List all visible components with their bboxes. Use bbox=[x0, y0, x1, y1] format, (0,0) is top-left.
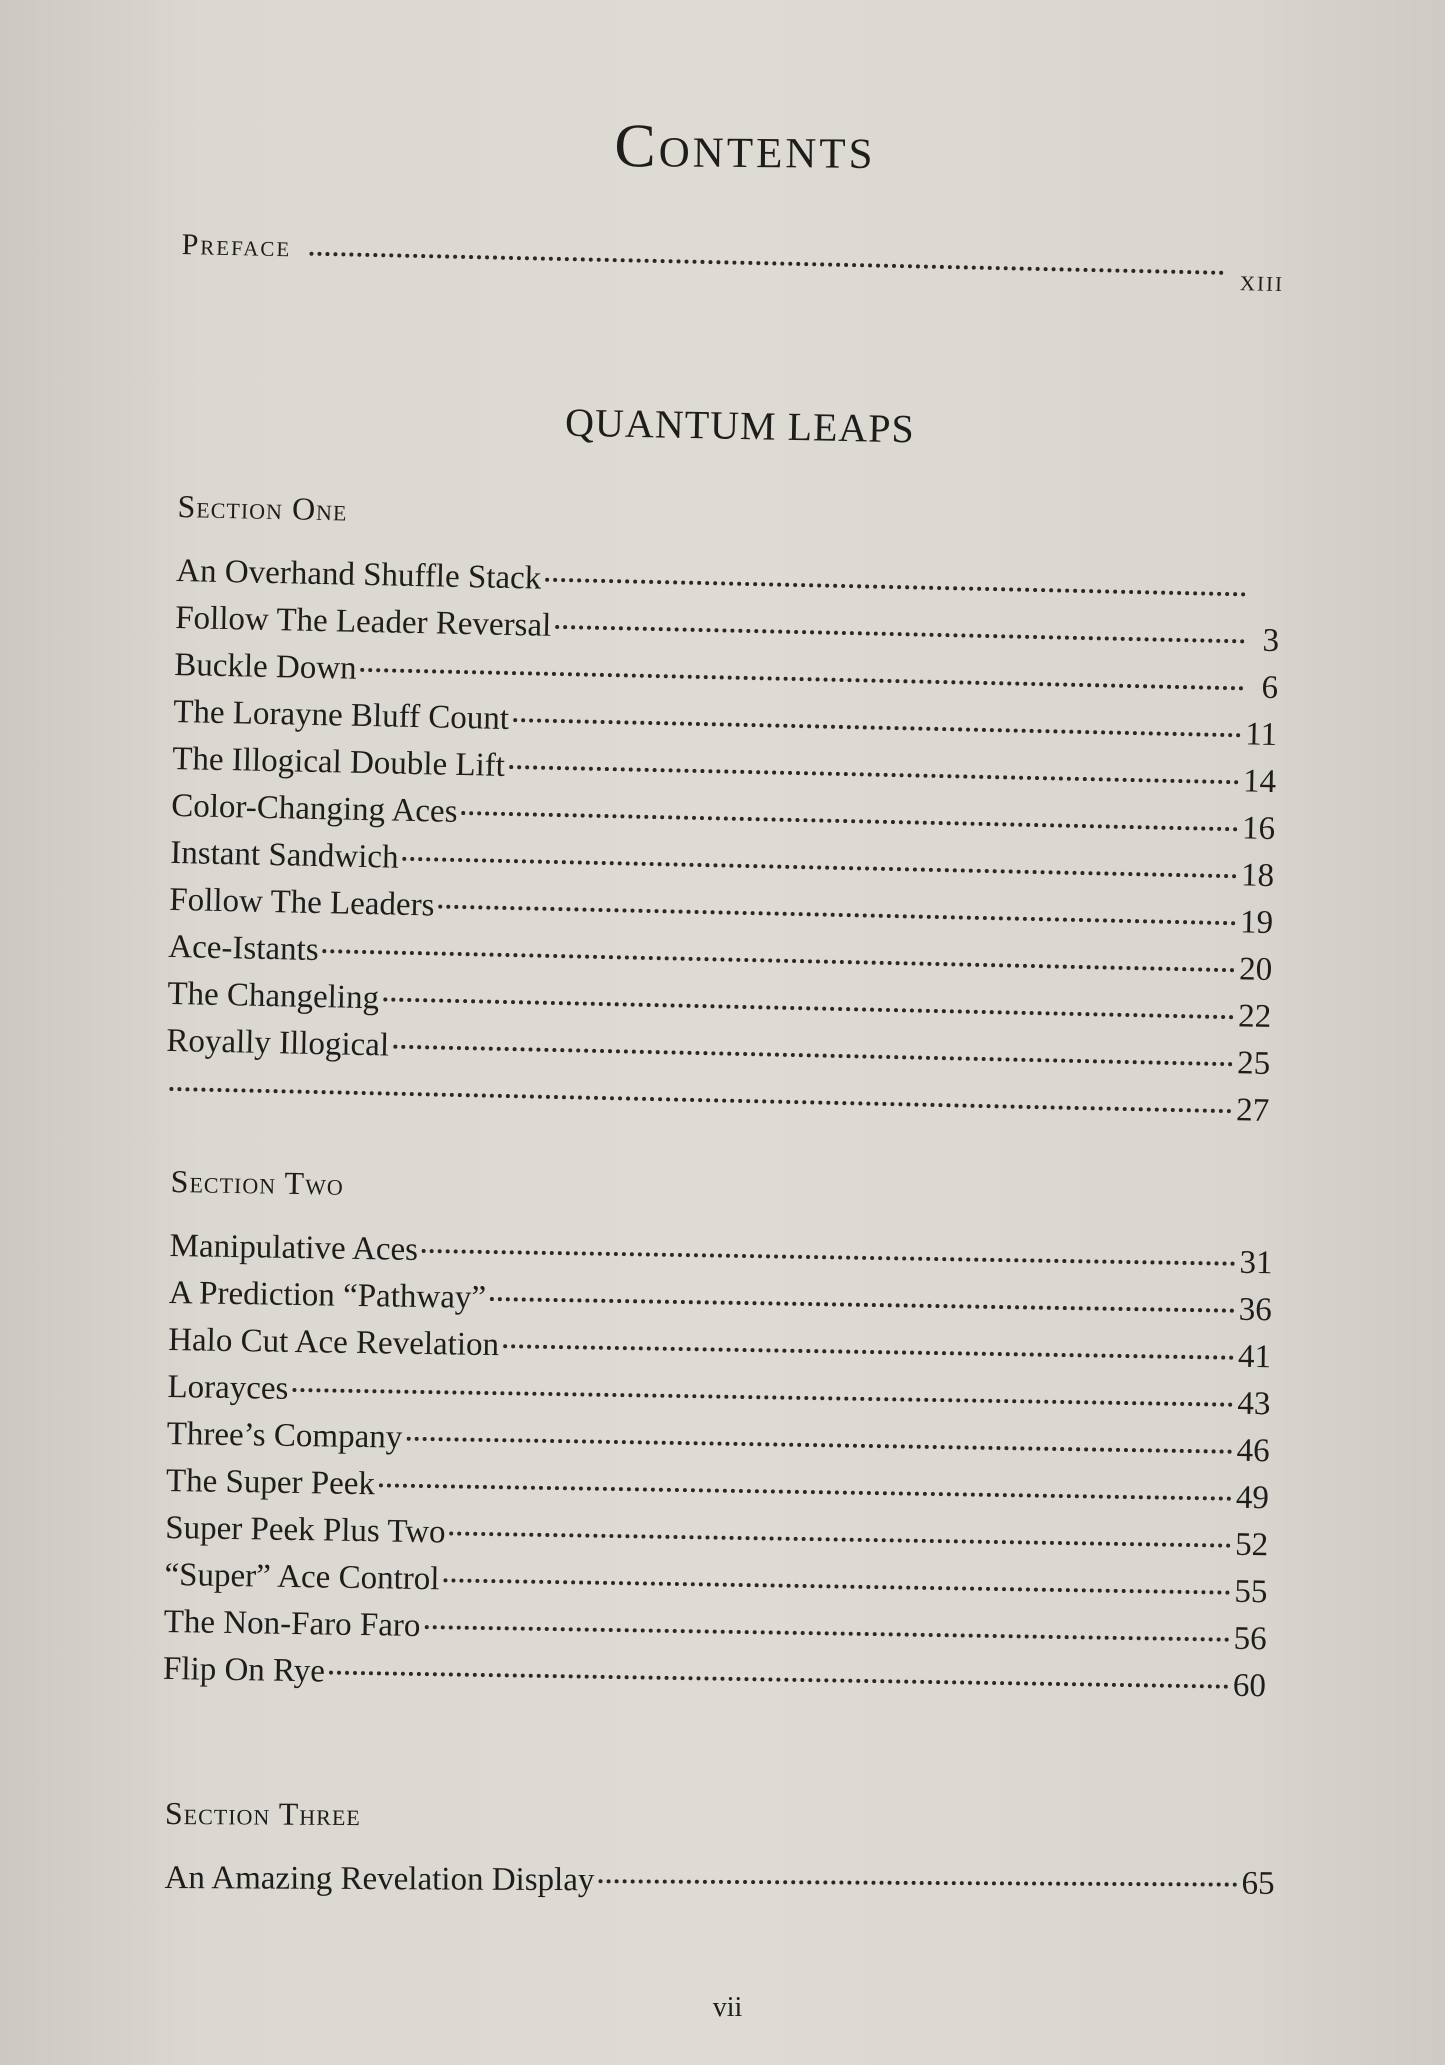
entry-title: Lorayces bbox=[167, 1368, 289, 1407]
entry-title: Buckle Down bbox=[173, 646, 358, 687]
dot-leader bbox=[379, 1483, 1232, 1500]
entry-page: 16 bbox=[1241, 810, 1276, 848]
entry-title: Royally Illogical bbox=[166, 1022, 390, 1064]
entry-title: An Overhand Shuffle Stack bbox=[175, 552, 542, 597]
entry-page: 14 bbox=[1242, 763, 1277, 801]
entry-title: Instant Sandwich bbox=[169, 834, 399, 876]
dot-leader bbox=[509, 765, 1239, 784]
entry-page: 41 bbox=[1237, 1338, 1272, 1376]
entry-title: Three’s Company bbox=[166, 1415, 403, 1456]
entry-title: The Illogical Double Lift bbox=[171, 740, 506, 784]
entry-title: A Prediction “Pathway” bbox=[168, 1274, 487, 1316]
section-one bbox=[165, 488, 1282, 1140]
dot-leader bbox=[406, 1437, 1232, 1454]
entry-page: 31 bbox=[1239, 1244, 1273, 1282]
dot-leader bbox=[490, 1297, 1235, 1313]
dot-leader bbox=[450, 1531, 1232, 1547]
dot-leader bbox=[555, 625, 1245, 643]
entry-page: 27 bbox=[1235, 1092, 1270, 1129]
entry-page: 46 bbox=[1236, 1432, 1270, 1470]
dot-leader bbox=[393, 1045, 1233, 1067]
dot-leader bbox=[461, 811, 1238, 831]
entry-page: 25 bbox=[1236, 1045, 1271, 1082]
entry-page: 18 bbox=[1240, 857, 1275, 895]
dot-leader bbox=[292, 1388, 1233, 1407]
entry-page: 11 bbox=[1244, 716, 1278, 754]
section-three bbox=[164, 1795, 1275, 1913]
entry-page: 36 bbox=[1238, 1291, 1273, 1329]
entry-page bbox=[1250, 603, 1280, 604]
page-title: Contents bbox=[614, 112, 876, 182]
entry-page: 49 bbox=[1235, 1479, 1270, 1517]
entry-page: 65 bbox=[1241, 1865, 1275, 1902]
dot-leader bbox=[438, 905, 1236, 926]
dot-leader bbox=[598, 1879, 1237, 1886]
dot-leader bbox=[422, 1249, 1236, 1266]
entry-title: Follow The Leaders bbox=[168, 881, 435, 924]
entry-title: The Super Peek bbox=[165, 1462, 376, 1503]
entry-page: 19 bbox=[1239, 904, 1274, 942]
part-title: QUANTUM LEAPS bbox=[564, 399, 916, 452]
entry-title: Manipulative Aces bbox=[169, 1227, 419, 1268]
dot-leader bbox=[361, 668, 1244, 691]
section-heading: Section Two bbox=[170, 1163, 345, 1202]
entry-title: The Changeling bbox=[167, 975, 380, 1017]
dot-leader bbox=[443, 1578, 1230, 1594]
dot-leader bbox=[383, 997, 1234, 1019]
dot-leader bbox=[323, 949, 1236, 972]
entry-title: The Lorayne Bluff Count bbox=[172, 693, 510, 737]
dot-leader bbox=[309, 252, 1224, 275]
entry-title: “Super” Ace Control bbox=[164, 1556, 440, 1598]
entry-page: 22 bbox=[1237, 998, 1272, 1036]
page-number: vii bbox=[712, 1992, 743, 2023]
dot-leader bbox=[503, 1344, 1234, 1359]
preface-entry bbox=[180, 228, 1285, 341]
entry-page: 52 bbox=[1234, 1526, 1269, 1564]
entry-title: Follow The Leader Reversal bbox=[174, 599, 552, 644]
entry-title: Ace-Istants bbox=[168, 928, 320, 969]
toc-entry bbox=[164, 1860, 1274, 1913]
section-heading: Section One bbox=[177, 488, 348, 528]
entry-title: Super Peek Plus Two bbox=[164, 1509, 446, 1551]
entry-page: 43 bbox=[1237, 1385, 1271, 1423]
dot-leader bbox=[402, 857, 1237, 878]
dot-leader bbox=[169, 1087, 1232, 1113]
entry-title: Flip On Rye bbox=[162, 1650, 326, 1690]
section-heading: Section Three bbox=[164, 1795, 361, 1833]
entry-title: Halo Cut Ace Revelation bbox=[167, 1321, 500, 1364]
dot-leader bbox=[545, 578, 1246, 597]
entry-page: 3 bbox=[1262, 622, 1280, 660]
section-two bbox=[163, 1163, 1274, 1715]
dot-leader bbox=[329, 1671, 1229, 1689]
dot-leader bbox=[513, 718, 1241, 737]
entry-page: 60 bbox=[1232, 1667, 1267, 1705]
entry-title: An Amazing Revelation Display bbox=[164, 1859, 595, 1899]
preface-label: Preface bbox=[181, 228, 292, 264]
entry-page: 20 bbox=[1238, 951, 1273, 989]
preface-page: xiii bbox=[1239, 264, 1285, 299]
entry-page: 55 bbox=[1234, 1573, 1268, 1611]
dot-leader bbox=[424, 1625, 1229, 1642]
entry-title: The Non-Faro Faro bbox=[163, 1603, 421, 1644]
entry-page: 6 bbox=[1261, 669, 1279, 707]
entry-page: 56 bbox=[1233, 1620, 1267, 1658]
entry-title: Color-Changing Aces bbox=[170, 787, 458, 830]
